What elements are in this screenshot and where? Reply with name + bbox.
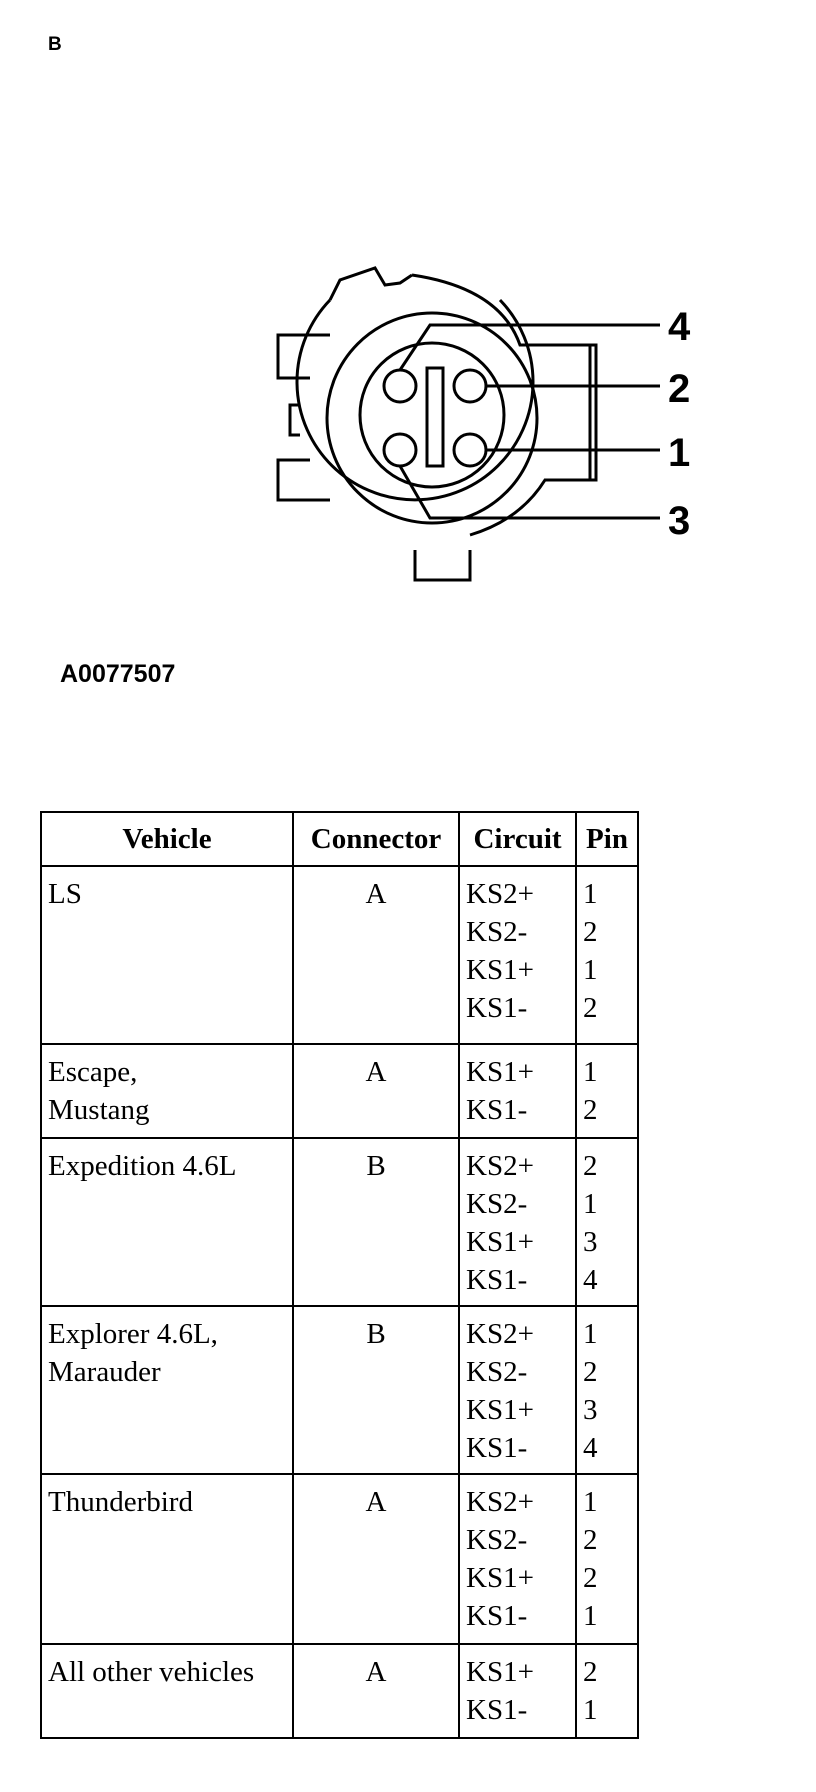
vehicle-cell: Explorer 4.6L, Marauder: [41, 1306, 293, 1474]
connector-b-diagram: [0, 0, 816, 640]
leader-pin-3: [400, 466, 660, 518]
diagram-label: B: [48, 34, 62, 55]
vehicle-cell: All other vehicles: [41, 1644, 293, 1738]
pin-3-terminal: [384, 434, 416, 466]
table-row: [41, 1306, 638, 1474]
connector-housing: [297, 300, 533, 500]
connector-cell: A: [293, 866, 459, 1044]
circuit-cell: KS1+ KS1-: [459, 1044, 576, 1138]
vehicle-cell: Thunderbird: [41, 1474, 293, 1644]
header-connector: Connector: [293, 812, 459, 866]
pin-1-terminal: [454, 434, 486, 466]
pin-4-terminal: [384, 370, 416, 402]
table-row: [41, 1644, 638, 1738]
center-blade: [427, 368, 443, 466]
table-row: [41, 1044, 638, 1138]
pin-cell: 2 1 3 4: [576, 1138, 638, 1306]
connector-cell: A: [293, 1474, 459, 1644]
circuit-cell: KS2+ KS2- KS1+ KS1-: [459, 1306, 576, 1474]
table-row: [41, 1474, 638, 1644]
figure-id: A0077507: [60, 660, 176, 688]
pin-cell: 1 2 1 2: [576, 866, 638, 1044]
connector-cell: B: [293, 1306, 459, 1474]
pin-cell: 1 2 2 1: [576, 1474, 638, 1644]
connector-cell: A: [293, 1044, 459, 1138]
header-pin: Pin: [576, 812, 638, 866]
housing-top-tab: [330, 268, 412, 300]
circuit-cell: KS1+ KS1-: [459, 1644, 576, 1738]
pin-cell: 2 1: [576, 1644, 638, 1738]
pin-2-terminal: [454, 370, 486, 402]
header-vehicle: Vehicle: [41, 812, 293, 866]
vehicle-cell: LS: [41, 866, 293, 1044]
left-latch-lower: [278, 460, 330, 500]
circuit-cell: KS2+ KS2- KS1+ KS1-: [459, 1474, 576, 1644]
callout-pin-3: 3: [668, 499, 691, 543]
leader-pin-4: [400, 325, 660, 370]
connector-cell: A: [293, 1644, 459, 1738]
header-circuit: Circuit: [459, 812, 576, 866]
pin-cell: 1 2 3 4: [576, 1306, 638, 1474]
callout-pin-4: 4: [668, 305, 691, 349]
circuit-cell: KS2+ KS2- KS1+ KS1-: [459, 1138, 576, 1306]
connector-cell: B: [293, 1138, 459, 1306]
callout-pin-1: 1: [668, 431, 691, 475]
table-header-row: [41, 812, 638, 866]
bottom-key: [415, 550, 470, 580]
vehicle-cell: Expedition 4.6L: [41, 1138, 293, 1306]
vehicle-cell: Escape, Mustang: [41, 1044, 293, 1138]
callout-pin-2: 2: [668, 367, 691, 411]
circuit-cell: KS2+ KS2- KS1+ KS1-: [459, 866, 576, 1044]
pin-cell: 1 2: [576, 1044, 638, 1138]
table-row: [41, 866, 638, 1044]
pin-assignment-table: [40, 811, 639, 1739]
table-row: [41, 1138, 638, 1306]
